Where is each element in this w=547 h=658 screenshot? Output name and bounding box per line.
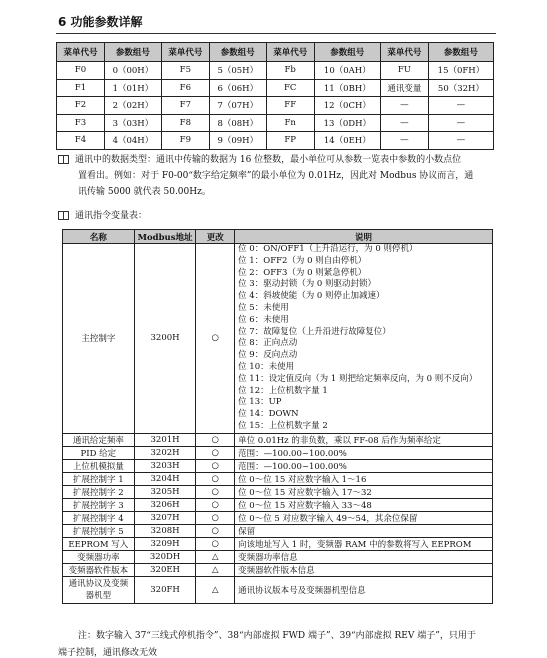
table-cell: 4（04H）	[104, 132, 161, 150]
table-cell: 6（06H）	[209, 79, 266, 97]
note-line: 通讯中的数据类型：通讯中传输的数据为 16 位整数，最小单位可从参数一览表中参数的小数点位	[75, 155, 462, 165]
table-header-row	[63, 230, 493, 244]
table-cell: 变频器软件版本信息	[235, 563, 493, 576]
table-cell: 扩展控制字 3	[63, 498, 135, 511]
table-row-main-control-word	[63, 244, 493, 434]
header-cell: 菜单代号	[57, 43, 105, 62]
table-row	[57, 79, 494, 97]
bit-line: 位 8：正向点动	[238, 338, 298, 349]
table-row	[63, 498, 493, 511]
table-cell: ○	[196, 524, 235, 537]
table-row	[63, 472, 493, 485]
table-cell: ○	[196, 472, 235, 485]
parameter-group-table	[56, 42, 494, 150]
table-cell: 扩展控制字 2	[63, 485, 135, 498]
table-cell: 范围：—100.00~100.00%	[235, 446, 493, 459]
table-cell: 范围：—100.00~100.00%	[235, 459, 493, 472]
table-cell: 3201H	[134, 433, 196, 446]
table-cell: 3209H	[134, 537, 196, 550]
table-cell: 1（01H）	[104, 79, 161, 97]
bit-line: 位 14：DOWN	[238, 409, 299, 420]
communication-variable-table	[62, 229, 493, 604]
footer-note-continued: 端子控制，通讯修改无效	[58, 648, 158, 658]
table-cell: F1	[57, 79, 105, 97]
table-cell: PID 给定	[63, 446, 135, 459]
table-cell: 单位 0.01Hz 的非负数，乘以 FF-08 后作为频率给定	[235, 433, 493, 446]
table-cell: 向该地址写入 1 时，变频器 RAM 中的参数将写入 EEPROM	[235, 537, 493, 550]
bit-line: 位 5：未使用	[238, 302, 289, 313]
table-cell: ○	[196, 433, 235, 446]
table-cell: 5（05H）	[209, 62, 266, 80]
table-cell: F5	[161, 62, 209, 80]
bit-line: 位 1：OFF2（为 0 则自由停机）	[238, 255, 367, 266]
table-cell: 主控制字	[63, 244, 135, 434]
table-cell: —	[428, 132, 493, 150]
table-cell: 3203H	[134, 459, 196, 472]
table-cell: F7	[161, 97, 209, 115]
table-cell: —	[428, 97, 493, 115]
table-row	[63, 550, 493, 563]
bit-line: 位 13：UP	[238, 397, 282, 408]
bit-line: 位 15：上位机数字量 2	[238, 420, 328, 431]
table-cell: F2	[57, 97, 105, 115]
table-cell: ○	[196, 446, 235, 459]
table-cell: 7（07H）	[209, 97, 266, 115]
table-cell: F3	[57, 114, 105, 132]
table-cell: EEPROM 写入	[63, 537, 135, 550]
bit-line: 位 9：反向点动	[238, 350, 298, 361]
table-row	[63, 485, 493, 498]
table-cell: 扩展控制字 1	[63, 472, 135, 485]
table-row	[63, 459, 493, 472]
table-cell: F8	[161, 114, 209, 132]
table-cell: 变频器软件版本	[63, 563, 135, 576]
table-cell: 位 0～位 15 对应数字输入 33～48	[235, 498, 493, 511]
table-cell: 3206H	[134, 498, 196, 511]
table-cell: 320FH	[134, 576, 196, 603]
bit-line: 位 10：未使用	[238, 361, 295, 372]
table-cell: 2（02H）	[104, 97, 161, 115]
table-row	[63, 446, 493, 459]
chapter-title: 6 功能参数详解	[58, 15, 143, 29]
table-cell: 3205H	[134, 485, 196, 498]
header-cell: 菜单代号	[380, 43, 428, 62]
table-cell: FU	[380, 62, 428, 80]
table-cell: 3208H	[134, 524, 196, 537]
book-icon	[58, 155, 69, 164]
bit-line: 位 6：未使用	[238, 314, 289, 325]
table-cell: —	[380, 114, 428, 132]
table-cell: 3202H	[134, 446, 196, 459]
header-cell: 菜单代号	[161, 43, 209, 62]
table-cell: 3200H	[134, 244, 196, 434]
table-header-row	[57, 43, 494, 62]
table-cell: 位 0～位 5 对应数字输入 49～54，其余位保留	[235, 511, 493, 524]
table-cell: Fb	[266, 62, 314, 80]
table-row	[63, 537, 493, 550]
bit-line: 位 2：OFF3（为 0 则紧急停机）	[238, 267, 367, 278]
table-row	[63, 563, 493, 576]
table-cell: 通讯协议版本号及变频器机型信息	[235, 576, 493, 603]
table-cell	[63, 576, 135, 603]
table-row	[63, 524, 493, 537]
header-cell: 参数组号	[314, 43, 380, 62]
book-icon	[58, 211, 69, 220]
table-cell: 9（09H）	[209, 132, 266, 150]
table-cell: Fn	[266, 114, 314, 132]
table-cell: 15（0FH）	[428, 62, 493, 80]
header-cell: 参数组号	[428, 43, 493, 62]
table-cell: FF	[266, 97, 314, 115]
table-cell: —	[380, 97, 428, 115]
table-cell: △	[196, 576, 235, 603]
table-cell: FC	[266, 79, 314, 97]
table-cell: ○	[196, 459, 235, 472]
table-cell: ○	[196, 537, 235, 550]
table-cell: 0（00H）	[104, 62, 161, 80]
table-cell: —	[428, 114, 493, 132]
data-type-note	[58, 152, 498, 200]
bit-description-cell	[235, 244, 493, 434]
table-cell: 10（0AH）	[314, 62, 380, 80]
bit-line: 位 3：驱动封锁（为 0 则驱动封锁）	[238, 279, 377, 290]
table-cell: 12（0CH）	[314, 97, 380, 115]
header-cell: 名称	[63, 230, 135, 244]
table-cell: △	[196, 550, 235, 563]
header-cell: 参数组号	[104, 43, 161, 62]
bit-line: 位 4：斜坡使能（为 0 则停止加减速）	[238, 291, 385, 302]
table-cell: 位 0～位 15 对应数字输入 1～16	[235, 472, 493, 485]
variable-table-caption	[58, 208, 147, 224]
table-cell: 14（0EH）	[314, 132, 380, 150]
table-cell: —	[380, 132, 428, 150]
table-row	[63, 576, 493, 603]
table-cell: 3（03H）	[104, 114, 161, 132]
table-cell: 11（0BH）	[314, 79, 380, 97]
table-cell: 3204H	[134, 472, 196, 485]
table-cell: 扩展控制字 5	[63, 524, 135, 537]
table-row	[57, 97, 494, 115]
header-cell: 说明	[235, 230, 493, 244]
table-row	[57, 114, 494, 132]
bit-line: 位 7：故障复位（上升沿进行故障复位）	[238, 326, 391, 337]
header-cell: 参数组号	[209, 43, 266, 62]
table-cell: 通讯给定频率	[63, 433, 135, 446]
table-row	[63, 433, 493, 446]
table-row	[63, 511, 493, 524]
table-cell: F4	[57, 132, 105, 150]
table-cell: 320DH	[134, 550, 196, 563]
chapter-divider	[56, 33, 496, 34]
table-cell: 320EH	[134, 563, 196, 576]
table-cell: 13（0DH）	[314, 114, 380, 132]
table-cell: ○	[196, 498, 235, 511]
table-cell: 保留	[235, 524, 493, 537]
caption-text: 通讯指令变量表：	[75, 211, 148, 221]
table-row	[57, 62, 494, 80]
table-cell: 扩展控制字 4	[63, 511, 135, 524]
header-cell: 更改	[196, 230, 235, 244]
header-cell: Modbus地址	[134, 230, 196, 244]
table-cell: 上位机模拟量	[63, 459, 135, 472]
table-cell: FP	[266, 132, 314, 150]
table-cell: 8（08H）	[209, 114, 266, 132]
table-cell: 3207H	[134, 511, 196, 524]
footer-note: 注：数字输入 37“三线式停机指令”、38“内部虚拟 FWD 端子”、39“内部虚拟 REV 端子”，只用于	[78, 631, 476, 641]
table-cell: F0	[57, 62, 105, 80]
table-cell: 变频器功率信息	[235, 550, 493, 563]
bit-line: 位 12：上位机数字量 1	[238, 385, 328, 396]
table-cell: F9	[161, 132, 209, 150]
table-row	[57, 132, 494, 150]
table-cell: 50（32H）	[428, 79, 493, 97]
bit-line: 位 0：ON/OFF1（上升沿运行，为 0 则停机）	[238, 244, 418, 254]
table-cell: △	[196, 563, 235, 576]
table-cell: ○	[196, 511, 235, 524]
note-line: 置看出。例如：对于 F0-00“数字给定频率”的最小单位为 0.01Hz，因此对 Modbus 协议而言，通	[78, 171, 474, 181]
name-line: 器机型	[85, 590, 112, 601]
name-line: 通讯协议及变频	[68, 578, 129, 589]
table-cell: ○	[196, 485, 235, 498]
table-cell: 通讯变量	[380, 79, 428, 97]
table-cell: 位 0～位 15 对应数字输入 17～32	[235, 485, 493, 498]
table-cell: ○	[196, 244, 235, 434]
note-line: 讯传输 5000 就代表 50.00Hz。	[78, 187, 211, 197]
header-cell: 菜单代号	[266, 43, 314, 62]
table-cell: F6	[161, 79, 209, 97]
bit-line: 位 11：设定值反向（为 1 则把给定频率反向，为 0 则不反向）	[238, 373, 478, 384]
table-cell: 变频器功率	[63, 550, 135, 563]
